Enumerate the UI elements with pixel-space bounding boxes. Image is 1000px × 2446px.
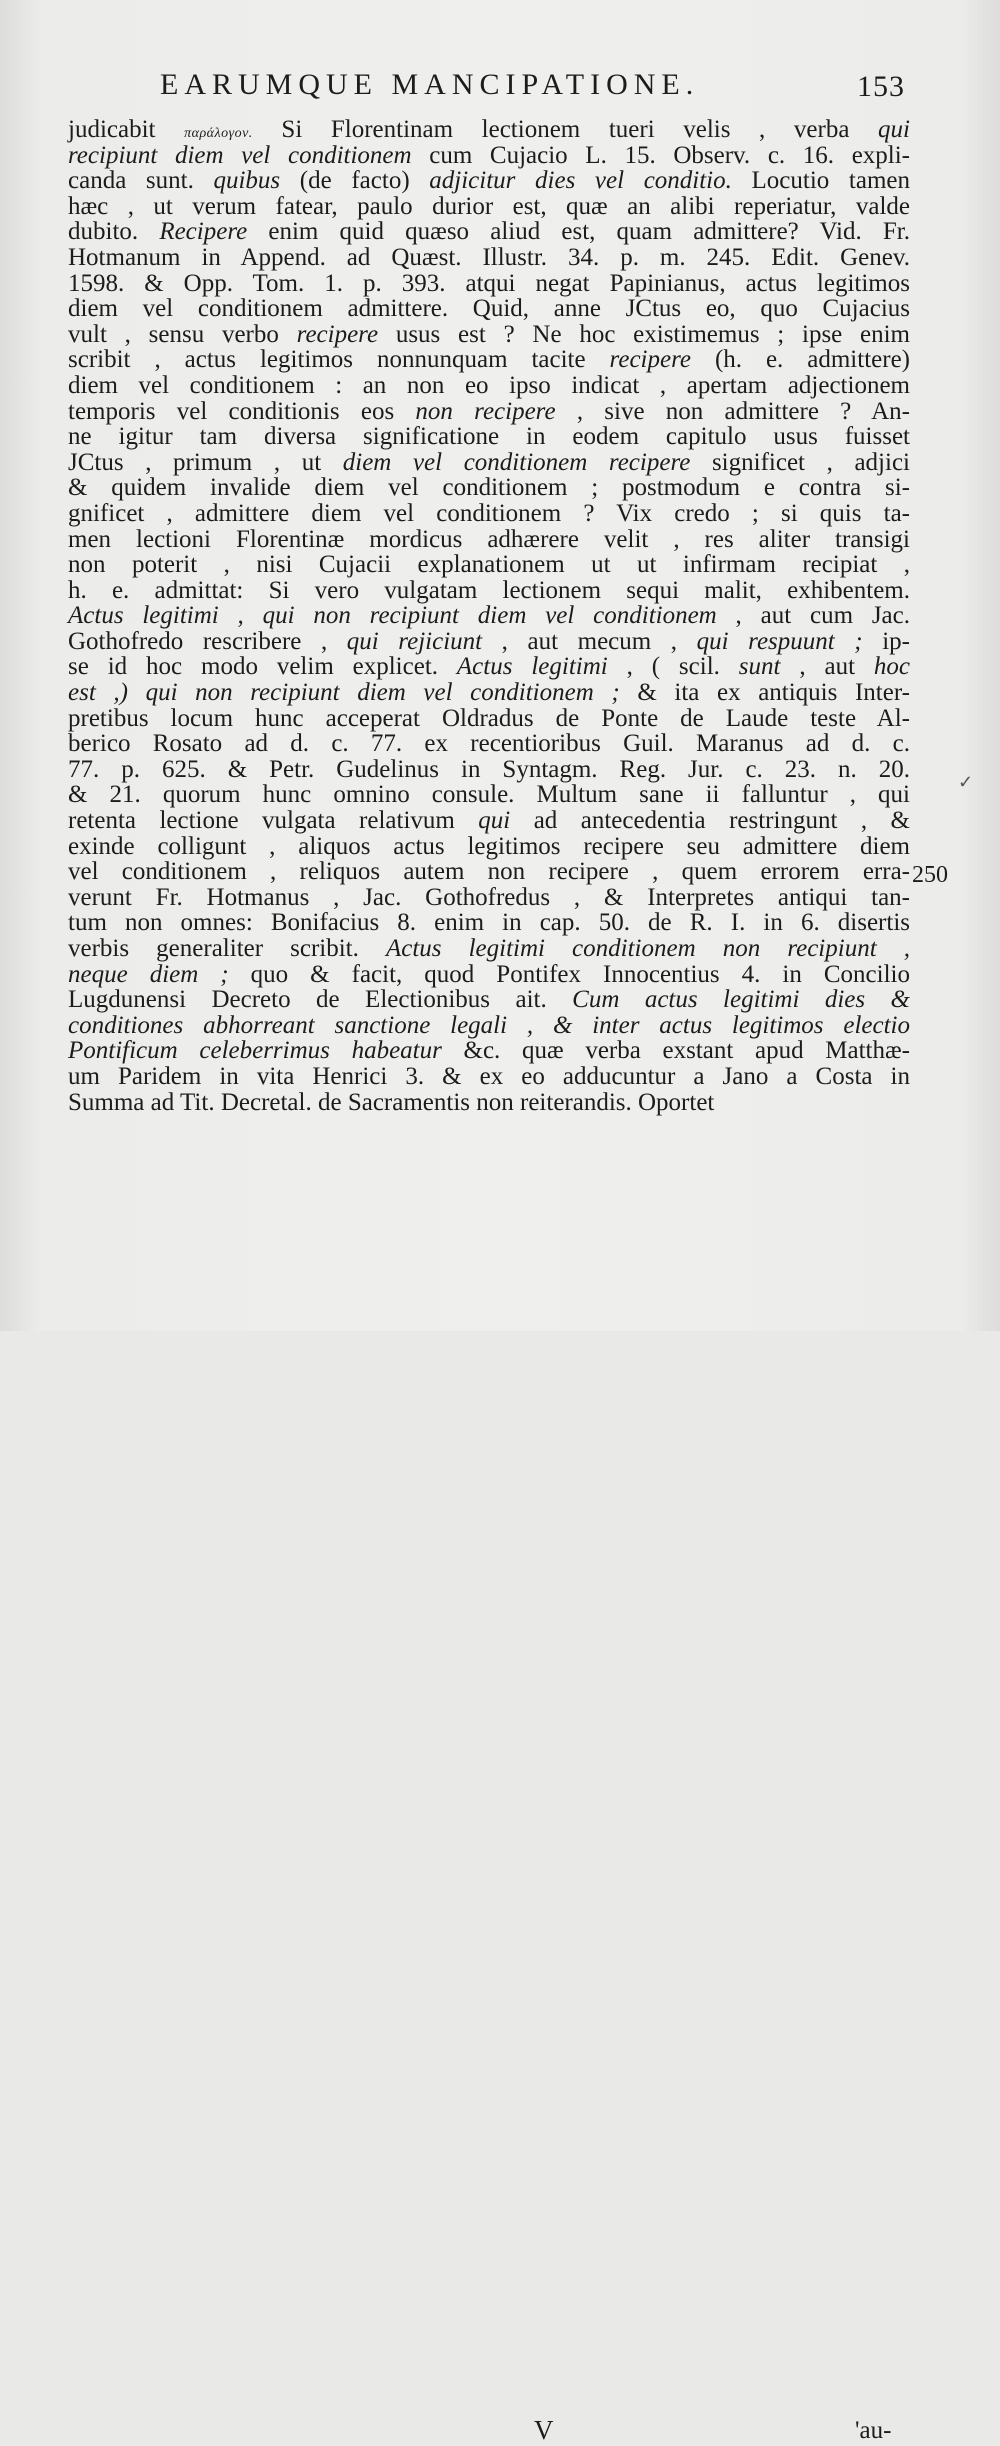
text-line xyxy=(68,373,910,399)
text-line xyxy=(68,629,910,655)
text-run: & ita ex antiquis Inter- xyxy=(619,679,910,707)
text-line xyxy=(68,475,910,501)
italic-run: recipere xyxy=(609,346,691,374)
text-run: tum non omnes: Bonifacius 8. enim in cap. 50. de R. I. in 6. disertis xyxy=(68,909,910,937)
text-run: , aut mecum , xyxy=(482,627,697,655)
text-line xyxy=(68,731,910,757)
body-text xyxy=(68,117,910,1115)
text-run: diem vel conditionem : an non eo ipso indicat , apertam adjectionem xyxy=(68,371,910,399)
text-line xyxy=(68,987,910,1013)
text-run: se id hoc modo velim explicet. xyxy=(68,653,457,681)
text-run: hæc , ut verum fatear, paulo durior est, quæ an alibi reperiatur, valde xyxy=(68,192,910,220)
text-line xyxy=(68,757,910,783)
italic-run: diem vel conditionem recipere xyxy=(342,448,691,476)
running-title: EARUMQUE MANCIPATIONE. xyxy=(160,68,700,101)
text-run: , sive non admittere ? An- xyxy=(555,397,910,425)
text-line xyxy=(68,910,910,936)
italic-run: hoc xyxy=(873,653,911,681)
text-line xyxy=(68,603,910,629)
text-run: usus est ? Ne hoc existimemus ; ipse enim xyxy=(378,320,911,348)
text-run: & 21. quorum hunc omnino consule. Multum sane ii falluntur , qui xyxy=(68,781,910,809)
margin-check-mark-icon: ✓ xyxy=(958,772,974,792)
text-run: canda sunt. xyxy=(68,167,214,195)
text-line xyxy=(68,219,910,245)
text-run: h. e. admittat: Si vero vulgatam lectionem sequi malit, exhibentem. xyxy=(68,576,910,604)
text-line xyxy=(68,450,910,476)
italic-run: quibus xyxy=(213,167,281,195)
text-line xyxy=(68,552,910,578)
text-run: & quidem invalide diem vel conditionem ; postmodum e contra si- xyxy=(68,474,910,502)
text-line xyxy=(68,399,910,425)
text-line xyxy=(68,578,910,604)
italic-run: Recipere xyxy=(159,218,248,246)
italic-run: qui xyxy=(878,116,910,143)
italic-run: Actus legitimi , qui non recipiunt diem vel conditionem xyxy=(68,602,717,630)
text-line xyxy=(68,501,910,527)
text-line xyxy=(68,1090,910,1116)
text-line xyxy=(68,885,910,911)
text-line xyxy=(68,834,910,860)
page-number: 153 xyxy=(857,70,905,103)
italic-run: sunt xyxy=(738,653,781,681)
margin-note: 250 xyxy=(912,862,948,888)
text-run: um Paridem in vita Henrici 3. & ex eo adducuntur a Jano a Costa in xyxy=(68,1062,910,1090)
text-run: vel conditionem , reliquos autem non recipere , quem errorem erra- xyxy=(68,858,910,886)
page-footer xyxy=(0,1205,1000,2445)
text-run: &c. quæ verba exstant apud Matthæ- xyxy=(441,1037,910,1065)
italic-run: Actus legitimi conditionem non recipiunt , xyxy=(385,935,910,962)
text-run: vult , sensu verbo xyxy=(68,320,297,348)
text-run: , aut cum Jac. xyxy=(716,602,910,630)
greek-word: παράλογον. xyxy=(184,126,253,141)
text-line xyxy=(68,168,910,194)
text-run: verbis generaliter scribit. xyxy=(68,935,386,962)
text-run: , ( scil. xyxy=(607,653,739,681)
text-run: ne igitur tam diversa significatione in eodem capitulo usus fuisset xyxy=(68,423,910,451)
text-run: Summa ad Tit. Decretal. de Sacramentis non reiterandis. Oportet xyxy=(68,1088,715,1116)
text-run: ad antecedentia restringunt , & xyxy=(510,807,910,835)
text-run: Gothofredo rescribere , xyxy=(68,627,347,655)
italic-run: Pontificum celeberrimus habeatur xyxy=(68,1037,442,1065)
text-line xyxy=(68,680,910,706)
italic-run: qui rejiciunt xyxy=(346,627,483,655)
text-run: exinde colligunt , aliquos actus legitimos recipere seu admittere diem xyxy=(68,832,910,860)
italic-run: qui xyxy=(478,807,511,835)
text-line xyxy=(68,962,910,988)
italic-run: recipiunt diem vel conditionem xyxy=(68,141,412,169)
italic-run: conditiones abhorreant sanctione legali , & inter actus legitimos electio xyxy=(68,1011,910,1039)
text-line xyxy=(68,1013,910,1039)
text-line xyxy=(68,194,910,220)
text-run: significet , adjici xyxy=(690,448,910,476)
text-line xyxy=(68,245,910,271)
page-header xyxy=(0,0,1000,120)
text-run: scribit , actus legitimos nonnunquam tacite xyxy=(68,346,610,374)
italic-run: adjicitur dies vel conditio. xyxy=(429,167,732,195)
text-run: Locutio tamen xyxy=(731,167,910,195)
text-line xyxy=(68,143,910,169)
text-run: Lugdunensi Decreto de Electionibus ait. xyxy=(68,986,573,1014)
text-run: pretibus locum hunc acceperat Oldradus de Ponte de Laude teste Al- xyxy=(68,704,910,732)
signature-mark: V xyxy=(534,2415,554,2445)
catchword: 'au- xyxy=(855,2417,892,2444)
text-run: 1598. & Opp. Tom. 1. p. 393. atqui negat Papinianus, actus legitimos xyxy=(68,269,910,297)
text-line xyxy=(68,424,910,450)
text-run: temporis vel conditionis eos xyxy=(68,397,416,425)
text-run: Si Florentinam lectionem tueri velis , verba xyxy=(252,116,879,143)
italic-run: Cum actus legitimi dies & xyxy=(572,986,910,1014)
text-run: (h. e. admittere) xyxy=(690,346,910,374)
italic-run: recipere xyxy=(296,320,379,348)
italic-run: non recipere xyxy=(415,397,556,425)
text-run: (de facto) xyxy=(280,167,430,195)
text-run: retenta lectione vulgata relativum xyxy=(68,807,479,835)
text-line xyxy=(68,271,910,297)
text-run: men lectioni Florentinæ mordicus adhærere velit , res aliter transigi xyxy=(68,525,910,553)
italic-run: est ,) qui non recipiunt diem vel conditionem ; xyxy=(68,679,620,707)
text-line xyxy=(68,1064,910,1090)
text-run: quo & facit, quod Pontifex Innocentius 4. in Concilio xyxy=(228,960,910,988)
text-line xyxy=(68,782,910,808)
text-run: cum Cujacio L. 15. Observ. c. 16. expli- xyxy=(411,141,911,169)
text-line xyxy=(68,322,910,348)
text-line xyxy=(68,654,910,680)
text-run: 77. p. 625. & Petr. Gudelinus in Syntagm. Reg. Jur. c. 23. n. 20. xyxy=(68,755,910,783)
text-run: berico Rosato ad d. c. 77. ex recentioribus Guil. Maranus ad d. c. xyxy=(68,730,910,758)
text-line xyxy=(68,527,910,553)
text-line xyxy=(68,859,910,885)
text-run: ip- xyxy=(862,627,910,655)
text-line xyxy=(68,296,910,322)
text-line xyxy=(68,936,910,962)
text-line xyxy=(68,808,910,834)
text-run: judicabit xyxy=(68,116,185,143)
text-line xyxy=(68,117,910,143)
italic-run: Actus legitimi xyxy=(456,653,608,681)
text-run: Hotmanum in Append. ad Quæst. Illustr. 34. p. m. 245. Edit. Genev. xyxy=(68,243,910,271)
italic-run: neque diem ; xyxy=(68,960,229,988)
text-run: JCtus , primum , ut xyxy=(68,448,343,476)
italic-run: qui respuunt ; xyxy=(696,627,863,655)
text-run: enim quid quæso aliud est, quam admittere? Vid. Fr. xyxy=(247,218,910,246)
text-line xyxy=(68,706,910,732)
text-line xyxy=(68,347,910,373)
text-run: , aut xyxy=(780,653,874,681)
text-run: non poterit , nisi Cujacii explanationem ut ut infirmam recipiat , xyxy=(68,551,910,579)
text-run: dubito. xyxy=(68,218,160,246)
text-run: verunt Fr. Hotmanus , Jac. Gothofredus , & Interpretes antiqui tan- xyxy=(68,883,910,911)
text-line xyxy=(68,1038,910,1064)
text-run: diem vel conditionem admittere. Quid, anne JCtus eo, quo Cujacius xyxy=(68,295,910,323)
text-run: gnificet , admittere diem vel conditionem ? Vix credo ; si quis ta- xyxy=(68,499,910,527)
